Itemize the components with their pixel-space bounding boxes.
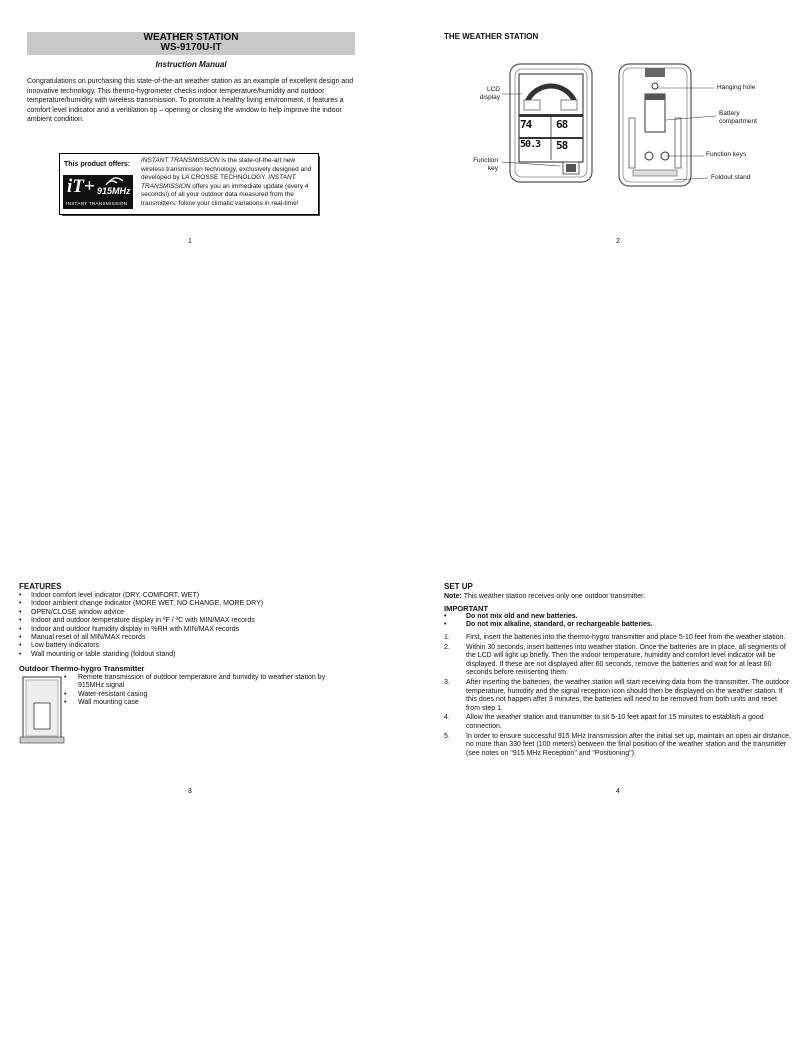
feature-item: • Low battery indicators [19,642,359,650]
label-function-key: Function key [473,157,498,172]
step-number: 1. [444,634,450,641]
lcd-outdoor-humidity: 58 [556,139,568,152]
step-text: Allow the weather station and transmitter to sit 5-10 feet apart for 15 minutes to establish a good connection. [466,714,764,730]
important-item: • Do not mix alkaline, standard, or rechargeable batteries. [444,621,794,629]
page2-number: 2 [616,238,620,245]
transmitter-title: Outdoor Thermo-hygro Transmitter [19,664,145,673]
setup-note [444,592,794,601]
page3-number: 3 [188,788,192,795]
feature-item: • Indoor comfort level indicator (DRY, COMFORT, WET) [19,592,359,600]
page1-number: 1 [188,238,192,245]
step-number: 5. [444,732,450,740]
feature-item: • Indoor and outdoor temperature display in ºF / ºC with MIN/MAX records [19,617,359,625]
setup-step [444,714,792,731]
offer-text [141,157,313,208]
step-text: After inserting the batteries, the weather station will start receiving data from the transmitter. The outdoor temperature, humidity and the signal reception icon should then be displayed on the weather station. If this does not happen after 3 minutes, the batteries will need to be removed from both units and reset from step 1. [466,678,790,712]
setup-steps [444,634,792,759]
label-function-keys: Function keys [706,151,747,158]
logo-freq-text: 915MHz [97,186,131,196]
feature-item: • Manual reset of all MIN/MAX records [19,634,359,642]
transmitter-diagram [19,675,65,745]
feature-item: • Indoor ambient change indicator (MORE WET, NO CHANGE, MORE DRY) [19,600,359,608]
lcd-indoor-humidity: 68 [556,118,568,131]
page2-title: THE WEATHER STATION [444,32,539,41]
it-plus-logo [63,175,133,209]
page1-title-bar [27,32,355,55]
feature-item: • Indoor and outdoor humidity display in %RH with MIN/MAX records [19,626,359,634]
note-text: This weather station receives only one outdoor transmitter. [461,593,646,600]
step-number: 2. [444,643,450,651]
feature-item: • Wall mounting or table standing (foldout stand) [19,651,359,659]
diagram-leader-lines [498,80,728,190]
important-title: IMPORTANT [444,604,489,613]
note-label: Note: [444,593,462,600]
setup-step [444,644,792,678]
setup-step [444,733,792,759]
label-battery-compartment: Battery compartment [719,110,757,125]
step-number: 4. [444,714,450,722]
step-text: Within 30 seconds, insert batteries into weather station. Once the batteries are in place, all segments of the LCD will light up briefly. Then the indoor temperature, humidity and comfort level indicator will be displayed. If these are not displayed after 60 seconds, remove the batteries and wait for at least 60 seconds before reinserting them. [466,643,786,677]
step-number: 3. [444,678,450,686]
offer-italic-2: INSTANT TRANSMISSION [141,174,296,190]
transmitter-feature-item: • Wall mounting case [64,699,344,707]
page1-title: WEATHER STATION [143,32,239,43]
page4-number: 4 [616,788,620,795]
offer-italic-1: INSTANT TRANSMISSION [141,157,220,164]
feature-item: • OPEN/CLOSE window advice [19,609,359,617]
transmitter-features-list [64,674,344,708]
signal-waves-icon [103,175,129,187]
page1-model: WS-9170U-IT [160,42,222,53]
step-text: In order to ensure successful 915 MHz transmission after the initial set up, maintain an open air distance, no more than 330 feet (100 meters) between the final position of the weather station and the transmitter (see notes on "915 MHz Reception" and "Positioning"). [466,732,791,757]
label-foldout-stand: Foldout stand [711,174,751,181]
page1-intro: Congratulations on purchasing this state-of-the-art weather station as an example of excellent design and innovative technology. This thermo-hygrometer checks indoor temperature/humidity and outdoor temperature/humidity with wireless transmission. To promote a healthy living environment, it features a comfort level indicator and a ventilation tip – opening or closing the window to help improve the indoor ambient condition. [27,78,354,123]
important-item: • Do not mix old and new batteries. [444,613,794,621]
lcd-outdoor-temp: 50.3 [520,139,541,150]
label-hanging-hole: Hanging hole [717,84,756,91]
setup-step [444,679,792,713]
features-list [19,592,359,659]
page1-subtitle: Instruction Manual [155,60,227,69]
setup-step [444,634,792,643]
page3-title: FEATURES [19,582,62,591]
offer-text-2: offers you an immediate update (every 4 seconds!) of all your outdoor data measured from the transmitters: follow your climatic variations in real-time! [141,182,309,207]
step-text: First, insert the batteries into the thermo-hygro transmitter and place 5-10 feet from the weather station. [466,634,786,641]
page4-title: SET UP [444,582,473,591]
transmitter-feature-item: • Water-resistant casing [64,691,344,699]
offer-label: This product offers: [64,161,131,168]
transmitter-feature-item: • Remote transmission of outdoor temperature and humidity to weather station by 915MHz signal [64,674,344,691]
logo-it-text: iT+ [67,176,95,197]
important-list [444,613,794,630]
offer-text-1: is the state-of-the-art new wireless transmission technology, exclusively designed and developed by LA CROSSE TECHNOLOGY. [141,157,312,181]
lcd-indoor-temp: 74 [520,118,532,131]
logo-caption: INSTANT TRANSMISSION [66,201,128,206]
label-lcd-display: LCD display [479,86,500,101]
